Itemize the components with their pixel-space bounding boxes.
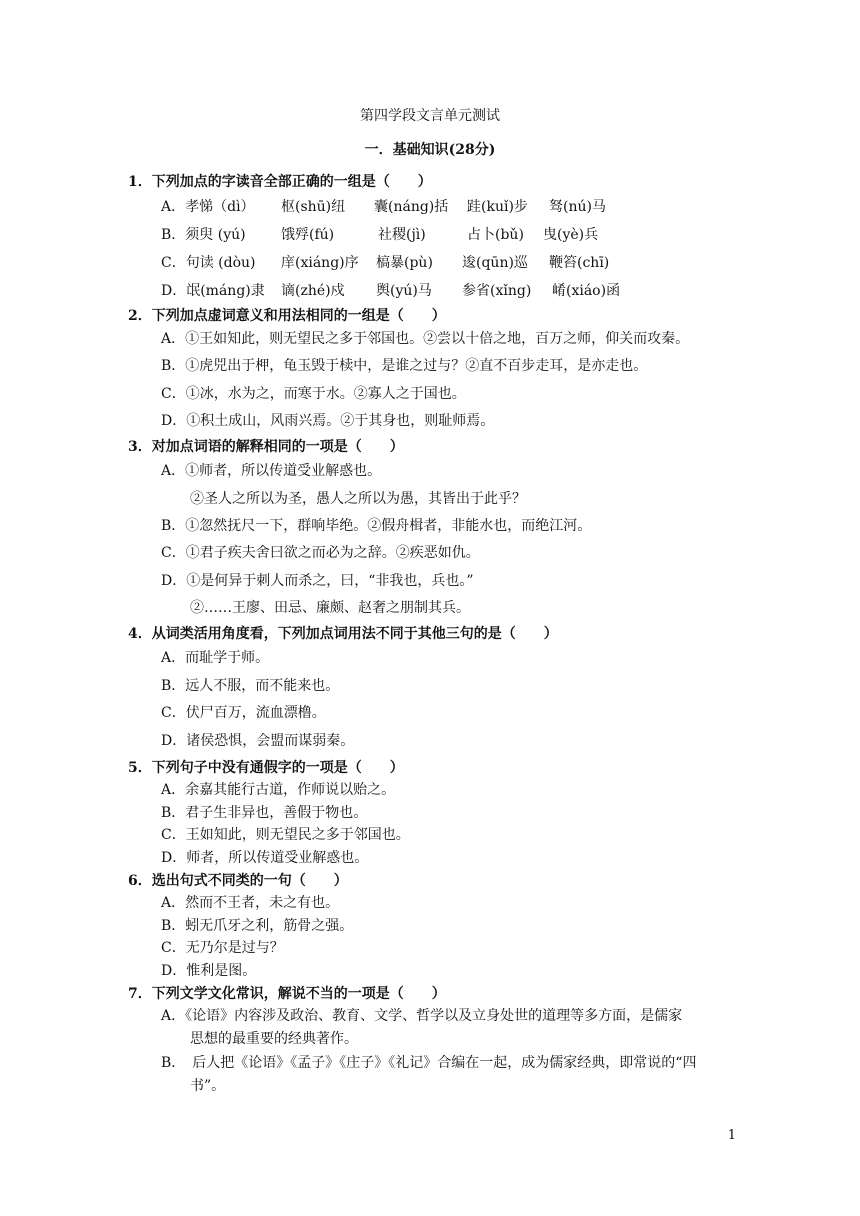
question-6-option-b: B．蚓无爪牙之利，筋骨之强。 xyxy=(161,918,354,934)
option-cell: 驽(nú)马 xyxy=(549,199,606,215)
question-4-option-d: D．诸侯恐惧，会盟而谋弱秦。 xyxy=(161,733,355,749)
option-cell: 庠(xiáng)序 xyxy=(281,255,359,271)
option-cell: 参省(xǐng) xyxy=(462,283,532,299)
question-3-option-d-cont: ②……王廖、田忌、廉颇、赵奢之朋制其兵。 xyxy=(190,600,470,616)
option-cell: 曳(yè)兵 xyxy=(543,227,599,243)
option-cell: 舆(yú)马 xyxy=(376,283,432,299)
option-cell: 谪(zhé)戍 xyxy=(281,283,345,299)
question-5-option-a: A．余嘉其能行古道，作师说以贻之。 xyxy=(161,782,396,798)
question-7-stem: 7．下列文学文化常识，解说不当的一项是（ ） xyxy=(128,986,446,1002)
question-2-option-d: D．①积土成山，风雨兴焉。②于其身也，则耻师焉。 xyxy=(161,413,495,429)
question-6-stem: 6．选出句式不同类的一句（ ） xyxy=(128,873,348,889)
option-cell: 占卜(bǔ) xyxy=(467,227,524,243)
option-cell: 饿殍(fú) xyxy=(281,227,335,243)
question-7-option-a-cont: 思想的最重要的经典著作。 xyxy=(190,1031,358,1047)
question-6-option-d: D．惟利是图。 xyxy=(161,963,257,979)
question-7-option-b-cont: 书”。 xyxy=(190,1078,226,1094)
option-cell: A．孝悌（dì） xyxy=(161,199,255,215)
option-cell: 囊(náng)括 xyxy=(374,199,449,215)
question-5-option-d: D．师者，所以传道受业解惑也。 xyxy=(161,850,369,866)
question-5-stem: 5．下列句子中没有通假字的一项是（ ） xyxy=(128,760,404,776)
option-cell: 崤(xiáo)函 xyxy=(552,283,621,299)
question-2-stem: 2．下列加点虚词意义和用法相同的一组是（ ） xyxy=(128,308,446,324)
question-4-option-b: B．远人不服，而不能来也。 xyxy=(161,678,340,694)
question-6-option-c: C．无乃尔是过与？ xyxy=(161,940,284,956)
question-1-stem: 1．下列加点的字读音全部正确的一组是（ ） xyxy=(128,174,432,190)
question-4-option-a: A．而耻学于师。 xyxy=(161,650,270,666)
option-cell: 逡(qūn)巡 xyxy=(462,255,528,271)
question-2-option-a: A．①王如知此，则无望民之多于邻国也。②尝以十倍之地，百万之师，仰关而攻秦。 xyxy=(161,331,690,347)
question-3-option-c: C．①君子疾夫舍曰欲之而必为之辞。②疾恶如仇。 xyxy=(161,545,480,561)
option-cell: B．须臾 (yú) xyxy=(161,227,246,243)
question-6-option-a: A．然而不王者，未之有也。 xyxy=(161,895,340,911)
document-title: 第四学段文言单元测试 xyxy=(360,108,500,124)
question-7-option-a: A．《论语》内容涉及政治、教育、文学、哲学以及立身处世的道理等多方面，是儒家 xyxy=(161,1008,683,1024)
question-3-option-a: A．①师者，所以传道受业解惑也。 xyxy=(161,463,382,479)
question-2-option-c: C．①冰，水为之，而寒于水。②寡人之于国也。 xyxy=(161,386,466,402)
section-heading: 一．基础知识(28分) xyxy=(364,142,496,158)
question-3-stem: 3．对加点词语的解释相同的一项是（ ） xyxy=(128,439,404,455)
question-7-option-b: B． 后人把《论语》《孟子》《庄子》《礼记》合编在一起，成为儒家经典，即常说的“四 xyxy=(161,1055,697,1071)
option-cell: D．氓(máng)隶 xyxy=(161,283,265,299)
question-3-option-d: D．①是何异于刺人而杀之，曰，“非我也，兵也。” xyxy=(161,573,474,589)
question-3-option-b: B．①忽然抚尺一下，群响毕绝。②假舟楫者，非能水也，而绝江河。 xyxy=(161,518,592,534)
question-2-option-b: B．①虎兕出于柙，龟玉毁于椟中，是谁之过与？②直不百步走耳，是亦走也。 xyxy=(161,358,648,374)
question-4-option-c: C．伏尸百万，流血漂橹。 xyxy=(161,705,326,721)
option-cell: 社稷(jì) xyxy=(378,227,426,243)
question-4-stem: 4．从词类活用角度看，下列加点词用法不同于其他三句的是（ ） xyxy=(128,626,558,642)
option-cell: 跬(kuǐ)步 xyxy=(467,199,528,215)
option-cell: 槁暴(pù) xyxy=(376,255,433,271)
option-cell: 鞭笞(chī) xyxy=(549,255,610,271)
question-5-option-b: B．君子生非异也，善假于物也。 xyxy=(161,805,368,821)
question-3-option-a-cont: ②圣人之所以为圣，愚人之所以为愚，其皆出于此乎？ xyxy=(190,491,526,507)
page-number: 1 xyxy=(727,1128,736,1143)
question-5-option-c: C．王如知此，则无望民之多于邻国也。 xyxy=(161,827,410,843)
option-cell: 枢(shū)纽 xyxy=(281,199,346,215)
option-cell: C．句读 (dòu) xyxy=(161,255,256,271)
